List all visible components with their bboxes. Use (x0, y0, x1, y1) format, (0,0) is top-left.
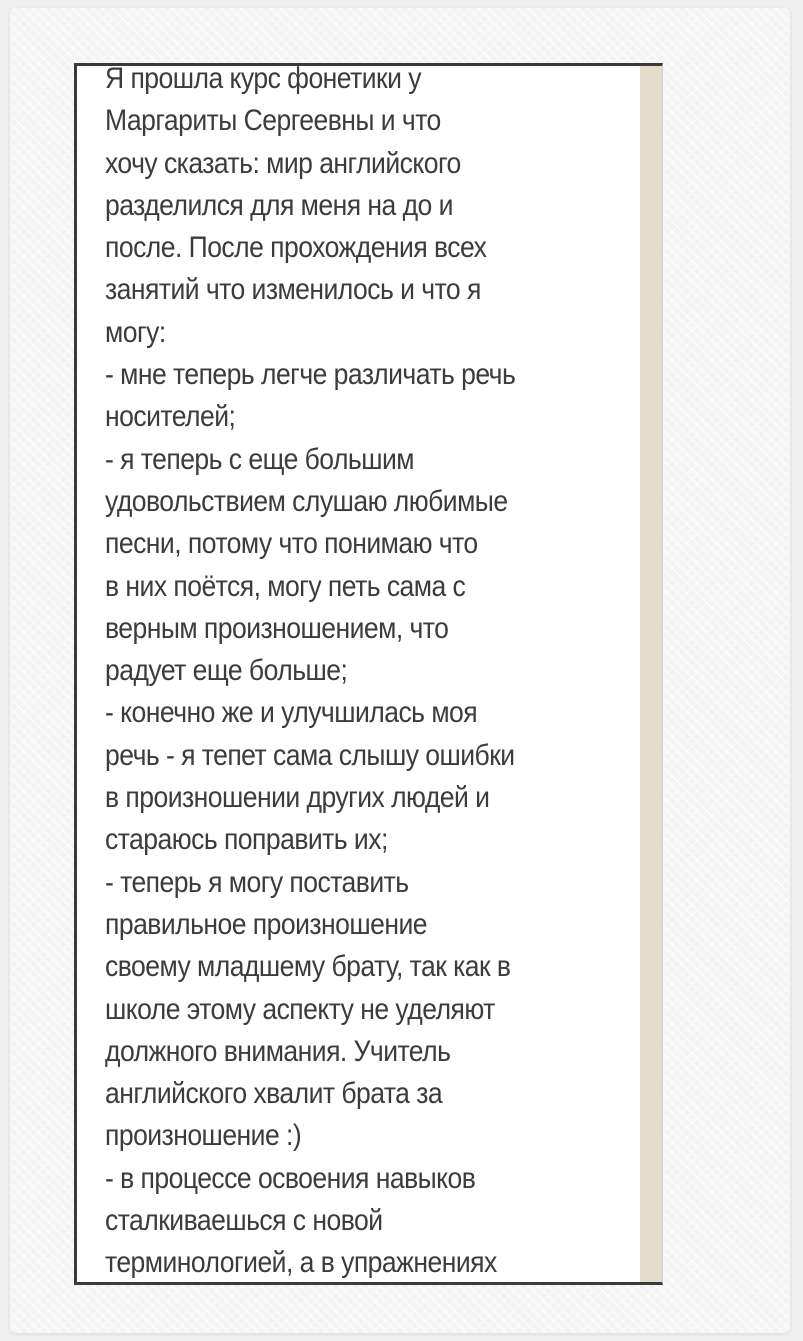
message-line: после. После прохождения всех (105, 231, 487, 265)
message-line: Я прошла курс фонетики у (105, 66, 421, 95)
message-line: занятий что изменилось и что я (105, 273, 481, 307)
message-line: английского хвалит брата за (105, 1077, 443, 1111)
chat-screenshot (74, 63, 663, 1285)
message-bubble (77, 66, 640, 1282)
message-line: верным произношением, что (105, 611, 449, 645)
message-line: разделился для меня на до и (105, 188, 453, 222)
message-line: стараюсь поправить их; (105, 823, 388, 857)
message-line: должного внимания. Учитель (105, 1034, 451, 1068)
screenshot-card (10, 8, 790, 1333)
message-line: в них поётся, могу петь сама с (105, 569, 466, 603)
message-line: - мне теперь легче различать речь (105, 358, 516, 392)
message-line: удовольствием слушаю любимые (105, 484, 508, 518)
message-line: хочу сказать: мир английского (105, 146, 461, 180)
message-line: песни, потому что понимаю что (105, 527, 478, 561)
message-line: в произношении других людей и (105, 781, 490, 815)
message-line: правильное произношение (105, 907, 427, 941)
message-text (105, 66, 630, 1282)
message-line: - в процессе освоения навыков (105, 1161, 476, 1195)
message-line: школе этому аспекту не уделяют (105, 992, 495, 1026)
message-line: могу: (105, 315, 166, 349)
message-line: - я теперь с еще большим (105, 442, 414, 476)
message-line: носителей; (105, 400, 236, 434)
message-line: сталкиваешься с новой (105, 1204, 383, 1238)
message-line: речь - я тепет сама слышу ошибки (105, 738, 515, 772)
message-line: - конечно же и улучшилась моя (105, 696, 478, 730)
message-line: своему младшему брату, так как в (105, 950, 511, 984)
message-line: Маргариты Сергеевны и что (105, 104, 441, 138)
message-line: радует еще больше; (105, 654, 348, 688)
message-line: произношение :) (105, 1119, 302, 1153)
message-line: терминологией, а в упражнениях (105, 1246, 497, 1280)
message-line: - теперь я могу поставить (105, 865, 409, 899)
